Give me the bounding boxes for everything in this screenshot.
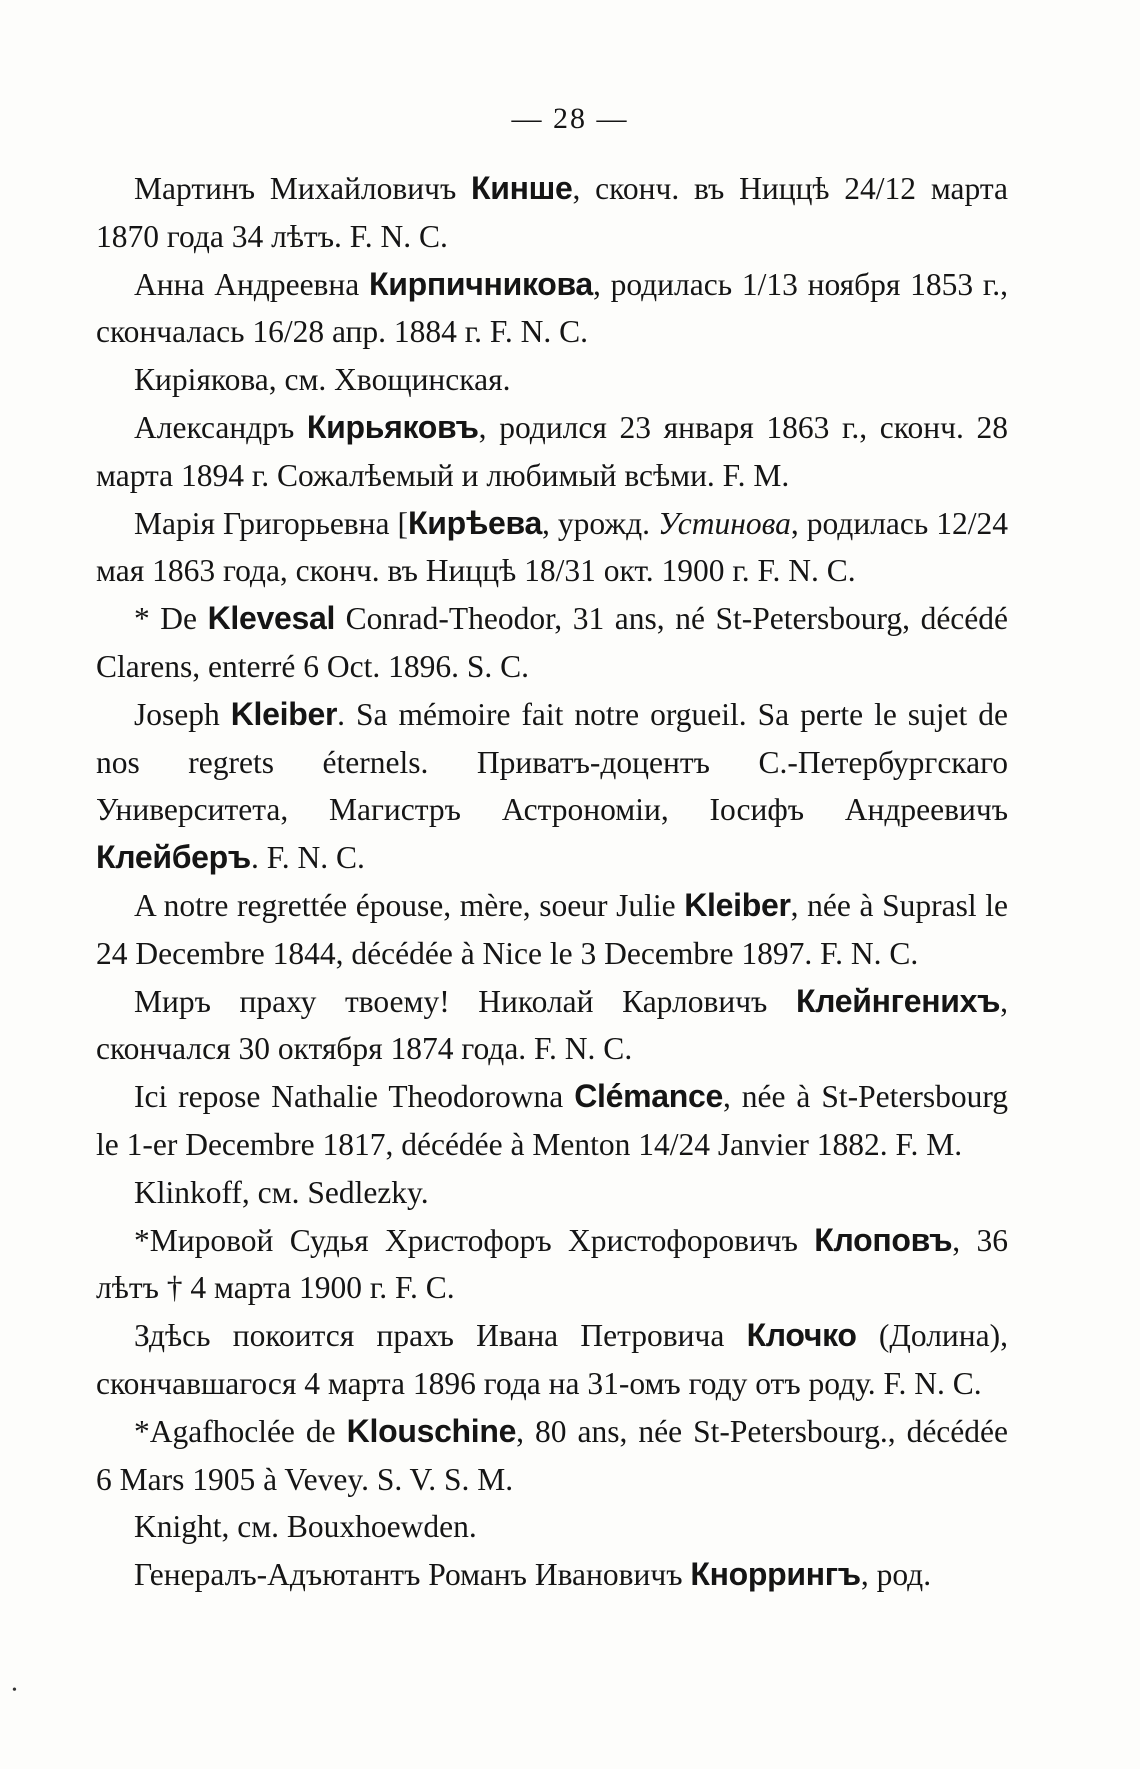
text-block — [96, 165, 1008, 1599]
entry-text: . Sa mémoire fait notre orgueil. Sa perte le sujet de nos regrets éternels. Приватъ-доцентъ С.-Петербургскаго Университета, Магистръ Астрономіи, Іосифъ Андреевичъ — [96, 696, 1008, 828]
surname: Кирѣева — [408, 504, 542, 541]
entry-text: , сконч. въ Ниццѣ 24/12 марта 1870 года 34 лѣтъ. F. N. C. — [96, 171, 1008, 254]
entry-kirpichnikova — [96, 261, 1008, 357]
entry-text: . F. N. C. — [250, 840, 365, 876]
surname: Кинше — [471, 170, 573, 206]
entry-kinshe — [96, 165, 1008, 261]
entry-text: , 80 ans, née St-Petersbourg., décédée 6 Mars 1905 à Vevey. S. V. S. M. — [96, 1413, 1008, 1497]
entry-klopov — [96, 1217, 1008, 1313]
surname: Кноррингъ — [690, 1556, 861, 1593]
entry-text: Анна Андреевна — [134, 266, 370, 302]
entry-kleingenikh — [96, 978, 1008, 1074]
entry-clemance — [96, 1073, 1008, 1169]
entry-text: Киріякова, см. Хвощинская. — [134, 362, 511, 398]
maiden-name: Устинова — [658, 505, 791, 541]
entry-klochko — [96, 1312, 1008, 1408]
entry-text: , 36 лѣтъ † 4 марта 1900 г. F. C. — [96, 1222, 1008, 1306]
surname: Кирпичникова — [369, 265, 593, 302]
entry-text: *Agafhoclée de — [134, 1413, 347, 1449]
entry-kiryakov — [96, 404, 1008, 500]
entry-text: Миръ праху твоему! Николай Карловичъ — [134, 983, 796, 1019]
entry-text: * De — [134, 601, 208, 637]
entry-knight-ref — [96, 1503, 1008, 1551]
entry-text: , родилась 1/13 ноября 1853 г., скончалась 16/28 апр. 1884 г. F. N. C. — [96, 266, 1008, 350]
scan-speck: • — [12, 1683, 17, 1698]
surname: Клоповъ — [814, 1221, 953, 1258]
entry-text: Klinkoff, см. Sedlezky. — [134, 1174, 429, 1210]
entry-klevesal — [96, 595, 1008, 691]
surname: Clémance — [574, 1078, 723, 1115]
entry-klouschine — [96, 1408, 1008, 1504]
entry-kleiber-joseph — [96, 691, 1008, 882]
surname: Klouschine — [346, 1412, 517, 1449]
entry-text: , скончался 30 октября 1874 года. F. N. C. — [96, 983, 1008, 1067]
page-number: — 28 — — [511, 102, 629, 135]
entry-text: , урожд. — [542, 505, 659, 541]
entry-text: *Мировой Судья Христофоръ Христофоровичъ — [134, 1222, 815, 1258]
surname: Клочко — [746, 1317, 857, 1354]
entry-text: (Долина), скончавшагося 4 марта 1896 года на 31-омъ году отъ роду. F. N. C. — [96, 1318, 1008, 1401]
entry-text: , род. — [860, 1557, 932, 1593]
surname: Клейнгенихъ — [795, 982, 1001, 1019]
entry-text: , родился 23 января 1863 г., сконч. 28 марта 1894 г. Сожалѣемый и любимый всѣми. F. M. — [96, 409, 1008, 493]
entry-text: , née à Suprasl le 24 Decembre 1844, décédée à Nice le 3 Decembre 1897. F. N. C. — [96, 887, 1008, 971]
entry-kireeva — [96, 500, 1008, 596]
entry-text: Александръ — [134, 409, 307, 445]
entry-text: Ici repose Nathalie Theodorowna — [134, 1079, 575, 1115]
entry-klinkoff-ref — [96, 1169, 1008, 1217]
surname: Клейберъ — [96, 839, 251, 876]
entry-text: Joseph — [134, 696, 231, 732]
entry-text: , née à St-Petersbourg le 1-er Decembre 1817, décédée à Menton 14/24 Janvier 1882. F. M. — [96, 1079, 1008, 1162]
surname: Кирьяковъ — [306, 408, 479, 445]
entry-knorring — [96, 1551, 1008, 1599]
entry-text: Knight, см. Bouxhoewden. — [134, 1509, 477, 1545]
surname: Kleiber — [684, 886, 791, 923]
entry-text: Conrad-Theodor, 31 ans, né St-Petersbourg, décédé Clarens, enterré 6 Oct. 1896. S. C. — [96, 601, 1008, 684]
surname: Kleiber — [230, 695, 338, 732]
entry-kiriyakova-ref — [96, 356, 1008, 404]
entry-text: Марія Григорьевна [ — [134, 505, 409, 541]
entry-text: Здѣсь покоится прахъ Ивана Петровича — [134, 1318, 747, 1354]
entry-text: Генералъ-Адъютантъ Романъ Ивановичъ — [134, 1557, 691, 1593]
entry-text: , родилась 12/24 мая 1863 года, сконч. въ Ниццѣ 18/31 окт. 1900 г. F. N. C. — [96, 505, 1008, 589]
entry-text: Мартинъ Михайловичъ — [134, 171, 472, 206]
entry-kleiber-julie — [96, 882, 1008, 978]
entry-text: A notre regrettée épouse, mère, soeur Julie — [134, 887, 685, 923]
surname: Klevesal — [207, 600, 336, 637]
